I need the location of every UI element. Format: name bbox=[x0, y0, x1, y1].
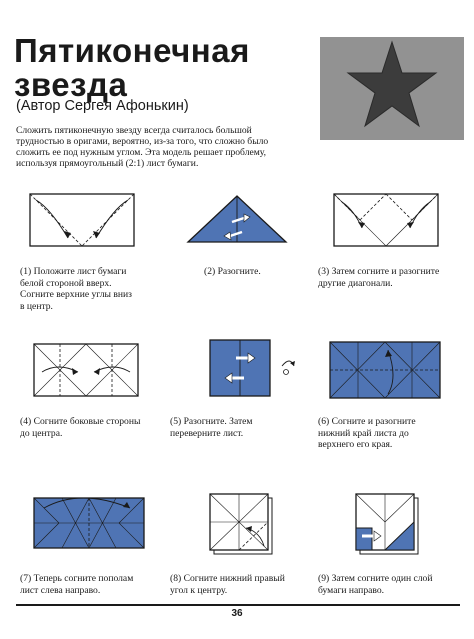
star-photo bbox=[320, 37, 464, 140]
intro-line: сложить ее под нужным углом. Эта модель решает проблему, bbox=[16, 147, 267, 158]
page-title bbox=[14, 34, 250, 102]
step-5-diagram bbox=[206, 336, 302, 400]
caption-line: (4) Согните боковые стороны bbox=[20, 416, 141, 427]
caption-line: белой стороной вверх. bbox=[20, 277, 112, 289]
title-line-2: звезда bbox=[14, 66, 128, 103]
step-2-caption bbox=[204, 266, 261, 278]
step-9-caption bbox=[318, 573, 432, 596]
caption-line: в центр. bbox=[20, 300, 53, 312]
page-number: 36 bbox=[231, 608, 243, 619]
caption-line: (3) Затем согните и разогните bbox=[318, 266, 440, 277]
caption-line: угол к центру. bbox=[170, 584, 228, 596]
caption-line: верхнего его края. bbox=[318, 439, 393, 450]
step-2-diagram bbox=[184, 190, 290, 250]
bottom-divider bbox=[16, 604, 460, 606]
step-9-diagram bbox=[352, 488, 426, 558]
intro-line: Сложить пятиконечную звезду всегда считалось большой bbox=[16, 125, 252, 136]
caption-line: (7) Теперь согните пополам bbox=[20, 573, 134, 584]
caption-line: бумаги направо. bbox=[318, 584, 385, 596]
caption-line: нижний край листа до bbox=[318, 427, 409, 439]
step-1-caption bbox=[20, 266, 132, 312]
caption-line: (1) Положите лист бумаги bbox=[20, 266, 127, 277]
caption-line: (2) Разогните. bbox=[204, 266, 261, 277]
step-4-caption bbox=[20, 416, 140, 439]
intro-line: трудностью в оригами, вероятно, из-за того, что сложно было bbox=[16, 136, 269, 147]
step-1-diagram bbox=[26, 190, 138, 252]
caption-line: (5) Разогните. Затем bbox=[170, 416, 253, 427]
caption-line: (8) Согните нижний правый bbox=[170, 573, 285, 584]
step-8-diagram bbox=[206, 488, 278, 558]
step-3-caption bbox=[318, 266, 439, 289]
step-3-diagram bbox=[330, 190, 442, 252]
caption-line: (9) Затем согните один слой bbox=[318, 573, 433, 584]
step-5-caption bbox=[170, 416, 253, 439]
step-4-diagram bbox=[30, 340, 142, 402]
step-7-caption bbox=[20, 573, 133, 596]
intro-paragraph bbox=[16, 125, 301, 169]
caption-line: до центра. bbox=[20, 427, 63, 439]
caption-line: (6) Согните и разогните bbox=[318, 416, 416, 427]
caption-line: лист слева направо. bbox=[20, 584, 101, 596]
intro-line: используя прямоугольный (2:1) лист бумаги. bbox=[16, 158, 199, 169]
step-6-diagram bbox=[326, 338, 444, 402]
step-8-caption bbox=[170, 573, 285, 596]
caption-line: Согните верхние углы вниз bbox=[20, 289, 132, 300]
author-subtitle: (Автор Сергея Афонькин) bbox=[16, 98, 189, 114]
step-6-caption bbox=[318, 416, 416, 451]
caption-line: другие диагонали. bbox=[318, 277, 393, 289]
caption-line: переверните лист. bbox=[170, 427, 244, 439]
step-7-diagram bbox=[30, 494, 148, 552]
title-line-1: Пятиконечная bbox=[14, 32, 250, 69]
